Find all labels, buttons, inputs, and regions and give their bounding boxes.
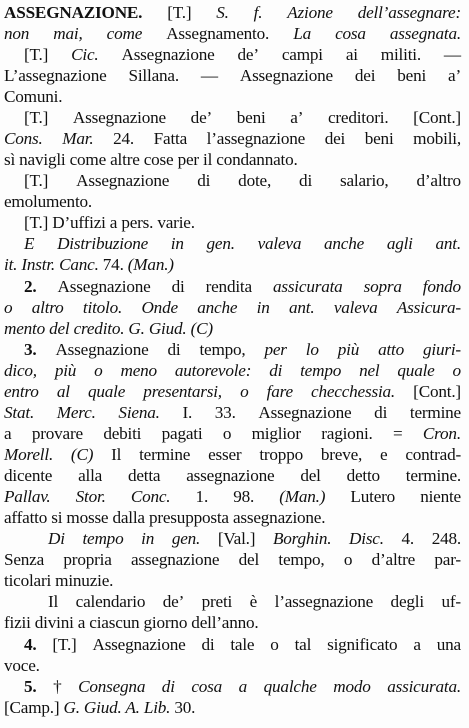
word: miglior: [251, 424, 301, 443]
word: calendario: [75, 592, 146, 611]
text: affatto si mosse dalla presupposta assegnazione.: [4, 508, 326, 527]
italic-text: it. Instr. Canc.: [4, 255, 99, 274]
word: [T.]: [24, 171, 49, 190]
sense-line: [4, 613, 259, 633]
sense-4-line: [24, 635, 461, 655]
word: mobili,: [413, 129, 461, 148]
word: Fatta: [153, 129, 188, 148]
word: ASSEGNAZIONE.: [4, 3, 143, 22]
word: [T.]: [24, 45, 49, 64]
word: Assegnazione: [57, 277, 151, 296]
word: 248.: [431, 529, 461, 548]
word: valeva: [333, 298, 378, 317]
word: significato: [327, 635, 398, 654]
word: di: [374, 403, 388, 422]
word: più: [337, 340, 360, 359]
citation-line: [4, 403, 461, 423]
word: [Val.]: [217, 529, 256, 548]
word: atto: [378, 340, 405, 359]
word: uf-: [441, 592, 461, 611]
word: =: [393, 424, 403, 443]
text: [T.] D’uffizi a pers. varie.: [24, 213, 195, 232]
word: f.: [253, 3, 263, 22]
citation-line: [4, 445, 461, 465]
word: S.: [216, 3, 229, 22]
word: E: [24, 234, 35, 253]
citation-line: [4, 319, 213, 339]
word: (C): [70, 445, 94, 464]
word: [T.]: [24, 108, 49, 127]
word: contrad-: [405, 445, 461, 464]
word: Siena.: [118, 403, 160, 422]
word: termine: [409, 403, 461, 422]
sense-3-line: [4, 361, 461, 381]
word: d’altro: [416, 171, 461, 190]
word: e: [380, 445, 388, 464]
citation-line: [4, 129, 461, 149]
word: Borghin.: [272, 529, 332, 548]
word: —: [200, 66, 218, 85]
word: tempo: [82, 529, 124, 548]
word: assegnazione: [186, 466, 275, 485]
text: ticolari minuzie.: [4, 571, 114, 590]
word: non: [4, 24, 30, 43]
word: termine: [139, 445, 191, 464]
word: tempo,: [199, 340, 246, 359]
word: troppo: [259, 445, 303, 464]
sense-2-line: [4, 298, 461, 318]
word: assicurata.: [387, 677, 461, 696]
word: assegnata.: [389, 24, 461, 43]
word: una: [436, 635, 461, 654]
word: Assegnazione: [258, 403, 352, 422]
word: Conc.: [130, 487, 171, 506]
word: anche: [324, 234, 365, 253]
word: a’: [448, 66, 461, 85]
word: ai: [345, 45, 358, 64]
word: presentarsi,: [143, 382, 222, 401]
word: di: [269, 361, 283, 380]
word: assicurata: [272, 277, 343, 296]
word: di: [171, 277, 185, 296]
word: 5.: [24, 677, 37, 696]
word: (Man.): [279, 487, 326, 506]
word: dote,: [238, 171, 272, 190]
word: par-: [434, 550, 461, 569]
sense-line: [48, 592, 461, 612]
word: tale: [230, 635, 255, 654]
citation-line: [4, 466, 461, 486]
word: per: [264, 340, 287, 359]
italic-text: (Man.): [127, 255, 174, 274]
word: gen.: [171, 529, 201, 548]
word: esser: [208, 445, 242, 464]
citation-line: [24, 45, 461, 65]
italic-text: G. Giud. A. Lib.: [63, 698, 171, 717]
word: Cons.: [4, 129, 43, 148]
definition-line: [4, 24, 461, 44]
text: 74.: [98, 255, 128, 274]
word: ragioni.: [321, 424, 373, 443]
word: o: [222, 424, 232, 443]
word: provare: [31, 424, 83, 443]
word: Stat.: [4, 403, 35, 422]
word: termine.: [405, 466, 461, 485]
word: breve,: [320, 445, 363, 464]
word: degli: [390, 592, 424, 611]
word: nel: [359, 361, 380, 380]
text: voce.: [4, 656, 40, 675]
word: lo: [305, 340, 319, 359]
word: Senza: [4, 550, 45, 569]
word: di: [167, 340, 181, 359]
word: o: [270, 635, 279, 654]
sense-2-line: [24, 277, 461, 297]
citation-line: [4, 150, 298, 170]
word: La: [293, 24, 311, 43]
citation-line: [4, 87, 62, 107]
text: 30.: [170, 698, 196, 717]
word: l’assegnazione: [274, 592, 374, 611]
word: Pallav.: [4, 487, 51, 506]
word: 4.: [24, 635, 37, 654]
word: a: [238, 677, 248, 696]
word: 24.: [113, 129, 135, 148]
word: niente: [420, 487, 461, 506]
citation-line: [4, 487, 461, 507]
word: di: [299, 171, 313, 190]
word: titolo.: [82, 298, 123, 317]
word: Il: [111, 445, 122, 464]
word: Assegnazione: [239, 66, 333, 85]
word: propria: [63, 550, 112, 569]
word: Morell.: [4, 445, 54, 464]
sense-line: [4, 192, 92, 212]
word: fondo: [422, 277, 461, 296]
word: o: [240, 382, 249, 401]
word: di: [197, 171, 211, 190]
word: di: [201, 635, 215, 654]
text: Comuni.: [4, 87, 63, 106]
sense-line: [48, 529, 461, 549]
citation-line: [4, 550, 461, 570]
word: Lutero: [350, 487, 396, 506]
word: a: [413, 635, 421, 654]
word: modo: [333, 677, 371, 696]
word: assegnazione: [131, 550, 220, 569]
word: detta: [127, 466, 161, 485]
word: in: [256, 298, 270, 317]
word: Assegnazione: [55, 340, 149, 359]
sense-line: [24, 213, 195, 233]
word: —: [443, 45, 461, 64]
citation-line: [4, 571, 113, 591]
word: o: [4, 298, 13, 317]
word: anche: [197, 298, 238, 317]
word: pagati: [161, 424, 203, 443]
word: 33.: [214, 403, 236, 422]
word: de’: [162, 592, 185, 611]
word: beni: [364, 129, 394, 148]
word: [Cont.]: [413, 382, 461, 401]
word: Cic.: [71, 45, 99, 64]
word: Di: [48, 529, 65, 548]
word: tempo,: [278, 550, 325, 569]
word: Assegnazione: [121, 45, 215, 64]
word: [T.]: [52, 635, 77, 654]
word: Stor.: [75, 487, 106, 506]
word: Azione: [287, 3, 333, 22]
word: Onde: [141, 298, 178, 317]
word: d’altre: [371, 550, 416, 569]
word: debiti: [103, 424, 142, 443]
word: l’assegnazione: [206, 129, 306, 148]
word: Mar.: [62, 129, 94, 148]
word: dicente: [4, 466, 53, 485]
word: 4.: [401, 529, 415, 548]
word: è: [249, 592, 258, 611]
word: L’assegnazione: [4, 66, 107, 85]
word: Assegnamento.: [166, 24, 270, 43]
word: Assicura-: [396, 298, 461, 317]
word: preti: [201, 592, 233, 611]
word: cosa: [335, 24, 366, 43]
text: emolumento.: [4, 192, 93, 211]
sense-line: [24, 108, 461, 128]
sense-3-line: [24, 340, 461, 360]
word: al: [56, 382, 70, 401]
word: Disc.: [349, 529, 384, 548]
word: gen.: [206, 234, 235, 253]
word: beni: [236, 108, 266, 127]
word: del: [300, 466, 321, 485]
word: di: [161, 677, 175, 696]
word: quale: [87, 382, 126, 401]
word: 3.: [24, 340, 37, 359]
text: fizii divini a ciascun giorno dell’anno.: [4, 613, 259, 632]
word: Assegnazione: [72, 108, 166, 127]
word: Assegnazione: [92, 635, 186, 654]
word: I.: [182, 403, 193, 422]
word: dei: [324, 129, 346, 148]
word: a: [4, 424, 12, 443]
text: [Camp.]: [4, 698, 64, 717]
headword-line: [4, 3, 461, 23]
word: tempo: [300, 361, 342, 380]
word: [Cont.]: [413, 108, 461, 127]
word: giuri-: [422, 340, 461, 359]
italic-text: mento del credito. G. Giud. (C): [4, 319, 213, 338]
word: dei: [354, 66, 376, 85]
word: beni: [397, 66, 427, 85]
word: Consegna: [78, 677, 146, 696]
sense-line: [24, 171, 461, 191]
word: campi: [281, 45, 323, 64]
sense-line: [24, 234, 461, 254]
word: o: [452, 361, 461, 380]
sense-3-line: [4, 382, 461, 402]
word: altro: [31, 298, 64, 317]
citation-line: [4, 66, 461, 86]
word: come: [106, 24, 143, 43]
word: creditori.: [327, 108, 389, 127]
word: †: [53, 677, 62, 696]
word: de’: [237, 45, 259, 64]
word: quale: [397, 361, 435, 380]
word: ant.: [435, 234, 461, 253]
word: fare: [266, 382, 293, 401]
word: mai,: [53, 24, 83, 43]
word: autorevole:: [174, 361, 252, 380]
word: a’: [290, 108, 304, 127]
word: rendita: [205, 277, 252, 296]
word: tal: [294, 635, 312, 654]
word: in: [141, 529, 155, 548]
word: meno: [120, 361, 157, 380]
word: 98.: [233, 487, 255, 506]
word: o: [343, 550, 353, 569]
citation-line: [4, 255, 174, 275]
word: dico,: [4, 361, 37, 380]
word: 1.: [195, 487, 209, 506]
word: de’: [190, 108, 213, 127]
word: salario,: [340, 171, 389, 190]
word: Assegnazione: [76, 171, 170, 190]
word: detto: [346, 466, 380, 485]
word: qualche: [263, 677, 317, 696]
word: alla: [78, 466, 103, 485]
word: agli: [386, 234, 413, 253]
word: [T.]: [167, 3, 192, 22]
word: dell’assegnare:: [357, 3, 461, 22]
word: o: [94, 361, 103, 380]
citation-line: [4, 698, 195, 718]
word: cosa: [191, 677, 223, 696]
sense-4-line: [4, 656, 40, 676]
word: Cron.: [422, 424, 461, 443]
word: più: [54, 361, 77, 380]
word: militi.: [380, 45, 421, 64]
word: entro: [4, 382, 39, 401]
text: sì navigli come altre cose per il condannato.: [4, 150, 298, 169]
sense-5-line: [24, 677, 461, 697]
word: del: [238, 550, 260, 569]
word: Il: [48, 592, 59, 611]
word: sopra: [363, 277, 402, 296]
word: ant.: [289, 298, 315, 317]
word: in: [170, 234, 184, 253]
word: Sillana.: [128, 66, 179, 85]
word: checchessia.: [311, 382, 396, 401]
word: 2.: [24, 277, 37, 296]
citation-line: [4, 508, 325, 528]
word: Merc.: [56, 403, 96, 422]
word: Distribuzione: [57, 234, 149, 253]
citation-line: [4, 424, 461, 444]
word: valeva: [257, 234, 302, 253]
